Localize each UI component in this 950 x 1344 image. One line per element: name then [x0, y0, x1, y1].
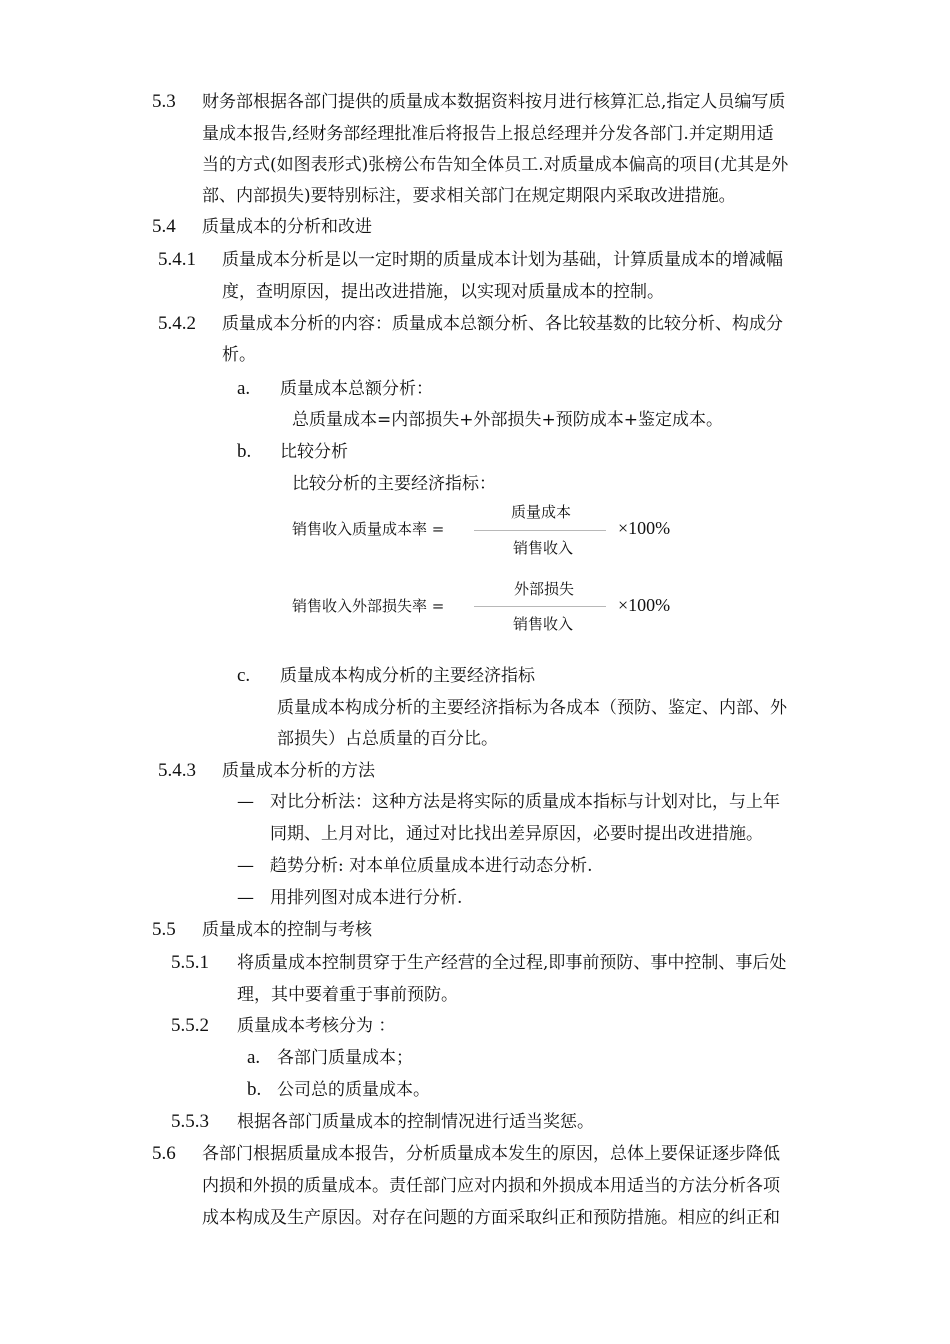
paragraph-line: 对比分析法：这种方法是将实际的质量成本指标与计划对比，与上年 — [270, 792, 780, 812]
section-number: 5.5 — [152, 919, 176, 940]
dash-marker: — — [237, 888, 254, 908]
formula-label: 销售收入质量成本率 = — [292, 520, 445, 538]
paragraph-line: 析。 — [222, 345, 256, 365]
paragraph-line: 度，查明原因，提出改进措施，以实现对质量成本的控制。 — [222, 282, 664, 302]
section-title: 质量成本考核分为 ： — [237, 1016, 396, 1036]
formula-denominator: 销售收入 — [513, 615, 574, 633]
dash-marker: — — [237, 856, 254, 876]
paragraph-line: 质量成本分析的内容：质量成本总额分析、各比较基数的比较分析、构成分 — [222, 314, 783, 334]
formula-denominator: 销售收入 — [513, 539, 574, 557]
formula-label: 销售收入外部损失率 = — [292, 597, 445, 615]
list-marker: a. — [247, 1047, 261, 1068]
paragraph-line: 财务部根据各部门提供的质量成本数据资料按月进行核算汇总,指定人员编写质 — [202, 92, 786, 112]
item-title: 质量成本构成分析的主要经济指标 — [280, 666, 535, 686]
list-marker: b. — [247, 1079, 262, 1100]
list-marker: b. — [237, 441, 252, 462]
list-marker: c. — [237, 665, 251, 686]
paragraph-line: 部损失）占总质量的百分比。 — [277, 729, 498, 749]
paragraph-line: 各部门根据质量成本报告，分析质量成本发生的原因，总体上要保证逐步降低 — [202, 1144, 780, 1164]
fraction-bar — [474, 606, 606, 607]
paragraph-line: 根据各部门质量成本的控制情况进行适当奖惩。 — [237, 1112, 594, 1132]
section-number: 5.3 — [152, 91, 176, 112]
paragraph-line: 成本构成及生产原因。对存在问题的方面采取纠正和预防措施。相应的纠正和 — [202, 1208, 780, 1228]
list-marker: a. — [237, 378, 251, 399]
fraction-bar — [474, 530, 606, 531]
section-number: 5.4.2 — [158, 313, 196, 334]
formula-factor: ×100% — [618, 595, 671, 615]
section-number: 5.4 — [152, 216, 176, 237]
section-number: 5.5.1 — [171, 952, 209, 973]
section-number: 5.5.2 — [171, 1015, 209, 1036]
section-number: 5.6 — [152, 1143, 176, 1164]
section-number: 5.5.3 — [171, 1111, 209, 1132]
dash-marker: — — [237, 792, 254, 812]
paragraph-line: 量成本报告,经财务部经理批准后将报告上报总经理并分发各部门.并定期用适 — [202, 124, 774, 144]
paragraph-line: 理，其中要着重于事前预防。 — [237, 985, 458, 1005]
paragraph-line: 将质量成本控制贯穿于生产经营的全过程,即事前预防、事中控制、事后处 — [237, 953, 787, 973]
section-title: 质量成本分析的方法 — [222, 761, 375, 781]
list-item: 各部门质量成本； — [277, 1048, 413, 1068]
paragraph-line: 内损和外损的质量成本。责任部门应对内损和外损成本用适当的方法分析各项 — [202, 1176, 780, 1196]
paragraph-line: 用排列图对成本进行分析. — [270, 888, 463, 908]
formula-numerator: 外部损失 — [514, 580, 575, 598]
paragraph-line: 趋势分析: 对本单位质量成本进行动态分析. — [270, 856, 593, 876]
section-title: 质量成本的控制与考核 — [202, 920, 372, 940]
item-title: 质量成本总额分析： — [280, 379, 433, 399]
formula-factor: ×100% — [618, 518, 671, 538]
formula-numerator: 质量成本 — [511, 503, 572, 521]
item-intro: 比较分析的主要经济指标： — [292, 474, 496, 494]
item-title: 比较分析 — [280, 442, 348, 462]
paragraph-line: 当的方式(如图表形式)张榜公布告知全体员工.对质量成本偏高的项目(尤其是外 — [202, 155, 789, 175]
paragraph-line: 同期、上月对比，通过对比找出差异原因，必要时提出改进措施。 — [270, 824, 763, 844]
paragraph-line: 质量成本分析是以一定时期的质量成本计划为基础，计算质量成本的增减幅 — [222, 250, 783, 270]
paragraph-line: 质量成本构成分析的主要经济指标为各成本（预防、鉴定、内部、外 — [277, 698, 787, 718]
section-number: 5.4.1 — [158, 249, 196, 270]
paragraph-line: 部、内部损失)要特别标注，要求相关部门在规定期限内采取改进措施。 — [202, 186, 736, 206]
section-title: 质量成本的分析和改进 — [202, 217, 372, 237]
section-number: 5.4.3 — [158, 760, 196, 781]
list-item: 公司总的质量成本。 — [277, 1080, 430, 1100]
formula-text: 总质量成本=内部损失+外部损失+预防成本+鉴定成本。 — [292, 410, 723, 430]
